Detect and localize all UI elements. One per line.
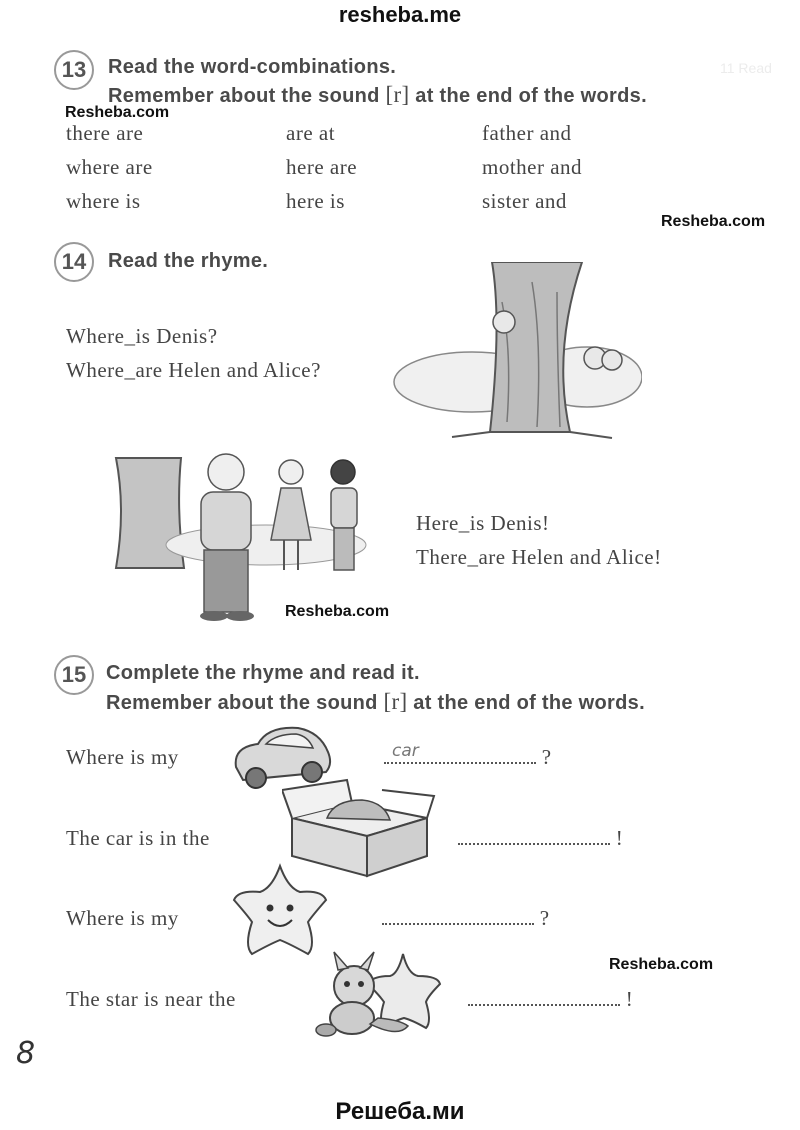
instruction-text-end: at the end of the words.: [407, 692, 645, 714]
word-combination: where are: [66, 155, 153, 179]
page-number: 8: [16, 1036, 36, 1071]
handwritten-answer: car: [392, 741, 419, 761]
star-toy-icon: [230, 860, 330, 960]
rhyme-line: There_are Helen and Alice!: [416, 545, 662, 569]
watermark: Resheba.com: [661, 213, 766, 230]
toy-fox-and-star-icon: [308, 946, 453, 1041]
instruction-text-end: at the end of the words.: [409, 85, 647, 107]
word-combination: here are: [286, 155, 358, 179]
rhyme-prompt: Where is my: [66, 906, 179, 930]
word-combination: father and: [482, 121, 572, 145]
answer-blank[interactable]: [382, 906, 550, 931]
exercise-14-number: 14: [54, 242, 94, 282]
instruction-text: Remember about the sound: [108, 85, 386, 107]
exercise-13-title: Read the word-combinations.: [108, 56, 397, 78]
rhyme-line: Here_is Denis!: [416, 511, 550, 535]
blank-line[interactable]: [384, 748, 536, 764]
exercise-13-number: 13: [54, 50, 94, 90]
answer-blank[interactable]: [458, 826, 623, 851]
tree-illustration: [392, 262, 642, 442]
rhyme-prompt: Where is my: [66, 745, 179, 769]
answer-blank[interactable]: [468, 987, 633, 1012]
exercise-15-instruction: [106, 689, 645, 715]
blank-line[interactable]: [382, 909, 534, 925]
punctuation: !: [625, 987, 634, 1011]
blank-line[interactable]: [458, 829, 610, 845]
blank-line[interactable]: [468, 990, 620, 1006]
rhyme-line: Where_are Helen and Alice?: [66, 358, 321, 382]
word-combination: sister and: [482, 189, 567, 213]
answer-blank[interactable]: [384, 745, 552, 770]
site-footer[interactable]: Решеба.ми: [335, 1098, 465, 1125]
rhyme-prompt: The car is in the: [66, 826, 210, 850]
instruction-text: Remember about the sound: [106, 692, 384, 714]
exercise-13-instruction: [108, 82, 647, 108]
watermark: Resheba.com: [609, 956, 714, 973]
punctuation: !: [615, 826, 624, 850]
bleed-through-text: 11 Read: [720, 60, 772, 76]
word-combination: are at: [286, 121, 336, 145]
rhyme-prompt: The star is near the: [66, 987, 236, 1011]
word-combination: here is: [286, 189, 345, 213]
sound-symbol: [r]: [383, 689, 408, 714]
punctuation: ?: [539, 906, 550, 930]
rhyme-line: Where_is Denis?: [66, 324, 218, 348]
word-combination: where is: [66, 189, 141, 213]
word-combination: mother and: [482, 155, 583, 179]
sound-symbol: [r]: [385, 82, 410, 107]
punctuation: ?: [541, 745, 552, 769]
site-header[interactable]: resheba.me: [338, 2, 462, 27]
children-illustration: [106, 450, 376, 625]
watermark: Resheba.com: [65, 104, 170, 121]
word-combination: there are: [66, 121, 144, 145]
exercise-14-title: Read the rhyme.: [108, 250, 269, 272]
exercise-15-number: 15: [54, 655, 94, 695]
watermark: Resheba.com: [285, 603, 390, 620]
exercise-15-title: Complete the rhyme and read it.: [106, 662, 420, 684]
